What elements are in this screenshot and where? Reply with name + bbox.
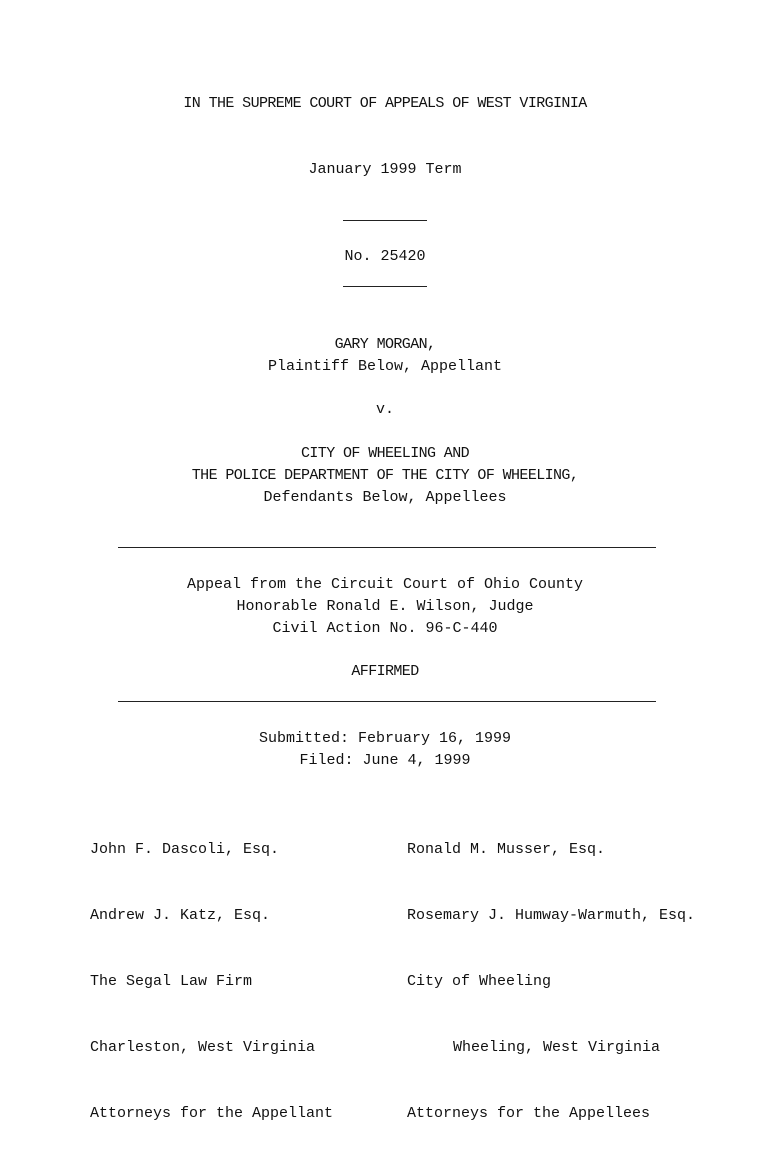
appellant-counsel-line: Charleston, West Virginia (90, 1039, 316, 1056)
defendants-line-1: CITY OF WHEELING AND (300, 445, 470, 462)
versus: v. (375, 401, 394, 418)
plaintiff-name: GARY MORGAN, (334, 336, 436, 353)
appellee-counsel-line: City of Wheeling (407, 973, 552, 990)
case-number: No. 25420 (344, 248, 426, 265)
defendants-line-2: THE POLICE DEPARTMENT OF THE CITY OF WHEELING, (191, 467, 579, 484)
appellee-counsel-line: Attorneys for the Appellees (407, 1105, 651, 1122)
submitted-date: Submitted: February 16, 1999 (258, 730, 512, 747)
divider-short-top (343, 220, 427, 221)
appeal-line-1: Appeal from the Circuit Court of Ohio County (186, 576, 584, 593)
court-heading: IN THE SUPREME COURT OF APPEALS OF WEST VIRGINIA (183, 95, 587, 112)
appeal-line-2: Honorable Ronald E. Wilson, Judge (236, 598, 534, 615)
appellant-counsel-line: John F. Dascoli, Esq. (90, 841, 280, 858)
disposition: AFFIRMED (351, 663, 419, 680)
appellee-counsel-line: Rosemary J. Humway-Warmuth, Esq. (407, 907, 696, 924)
appellant-counsel-line: The Segal Law Firm (90, 973, 253, 990)
plaintiff-role: Plaintiff Below, Appellant (267, 358, 503, 375)
appellant-counsel-line: Attorneys for the Appellant (90, 1105, 334, 1122)
appellee-counsel-line: Ronald M. Musser, Esq. (407, 841, 606, 858)
term: January 1999 Term (308, 161, 462, 178)
appellee-counsel-line: Wheeling, West Virginia (453, 1039, 661, 1056)
divider-long-bottom (118, 701, 656, 702)
appeal-line-3: Civil Action No. 96-C-440 (272, 620, 498, 637)
appellee-counsel-block (407, 795, 695, 1169)
divider-long-top (118, 547, 656, 548)
filed-date: Filed: June 4, 1999 (299, 752, 471, 769)
appellant-counsel-block (90, 795, 333, 1169)
defendants-role: Defendants Below, Appellees (263, 489, 507, 506)
appellant-counsel-line: Andrew J. Katz, Esq. (90, 907, 271, 924)
divider-short-bottom (343, 286, 427, 287)
